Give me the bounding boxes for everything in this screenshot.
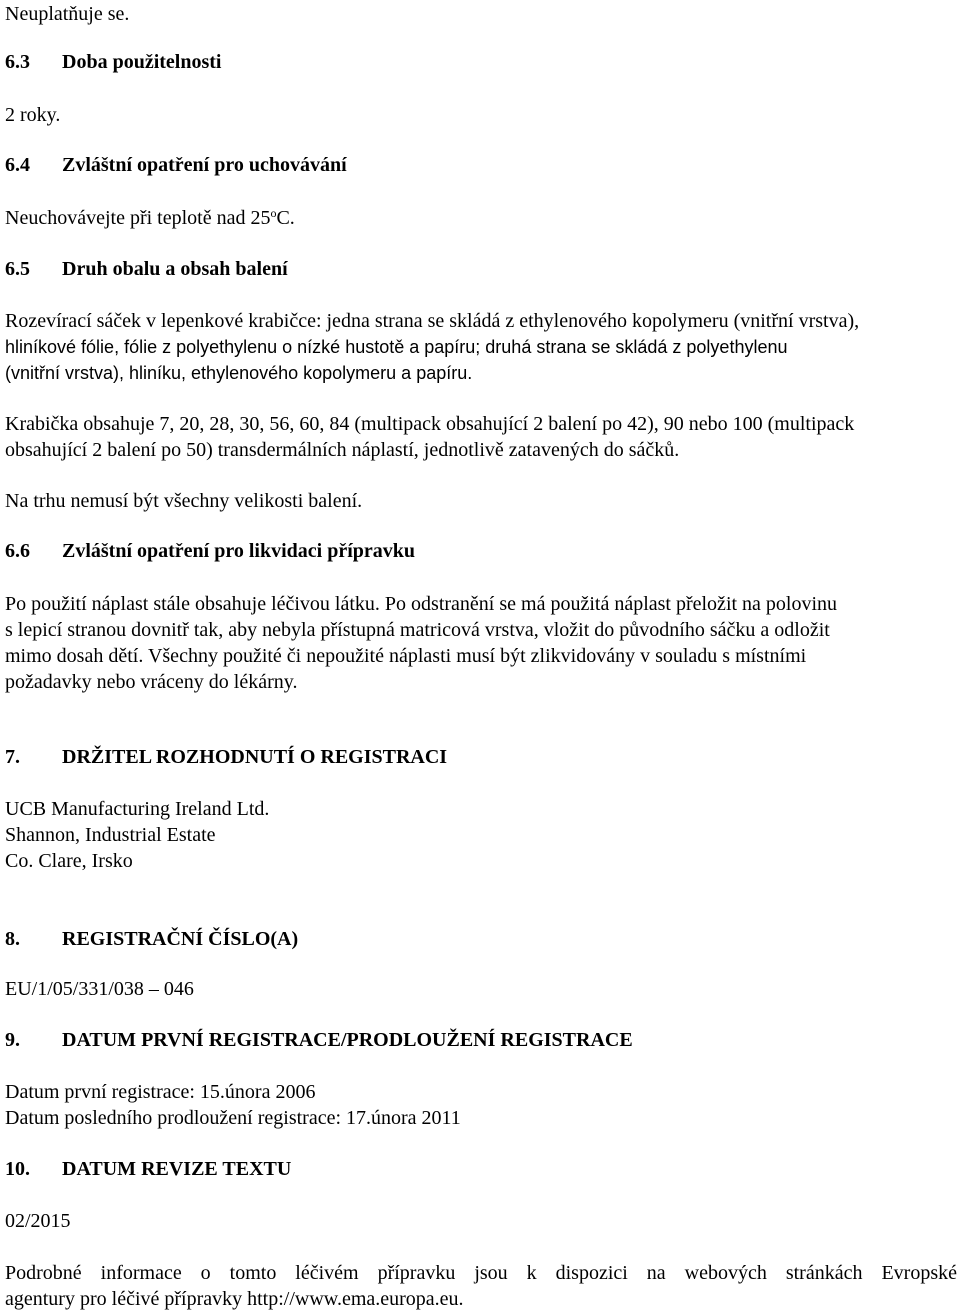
section-title: Zvláštní opatření pro uchovávání <box>62 154 347 176</box>
paragraph-line: mimo dosah dětí. Všechny použité či nepoužité náplasti musí být zlikvidovány v souladu s místními <box>5 645 807 667</box>
paragraph-line: s lepicí stranou dovnitř tak, aby nebyla přístupná matricová vrstva, vložit do původního sáčku a odložit <box>5 619 830 641</box>
shelf-life-text: 2 roky. <box>5 104 61 126</box>
paragraph-line: požadavky nebo vráceny do lékárny. <box>5 671 298 693</box>
section-9-heading <box>5 1028 633 1052</box>
section-number: 9. <box>5 1029 20 1051</box>
address-line: Shannon, Industrial Estate <box>5 824 216 846</box>
section-10-heading <box>5 1157 291 1181</box>
date-line: Datum první registrace: 15.února 2006 <box>5 1081 316 1103</box>
paragraph-line: (vnitřní vrstva), hliníku, ethylenového kopolymeru a papíru. <box>5 363 473 383</box>
section-title: Zvláštní opatření pro likvidaci přípravku <box>62 540 416 562</box>
paragraph-line: Rozevírací sáček v lepenkové krabičce: jedna strana se skládá z ethylenového kopolymeru (vnitřní vrstva), <box>5 310 860 332</box>
revision-date: 02/2015 <box>5 1210 71 1232</box>
section-number: 6.5 <box>5 258 30 280</box>
date-line: Datum posledního prodloužení registrace: 17.února 2011 <box>5 1107 461 1129</box>
footer-line: Podrobné informace o tomto léčivém přípravku jsou k dispozici na webových stránkách Evropské <box>5 1262 957 1284</box>
section-6-3-heading <box>5 50 221 74</box>
section-8-heading <box>5 927 298 951</box>
address-line: UCB Manufacturing Ireland Ltd. <box>5 798 270 820</box>
section-title: REGISTRAČNÍ ČÍSLO(A) <box>62 928 299 950</box>
section-number: 6.3 <box>5 51 30 73</box>
section-6-5-heading <box>5 257 288 281</box>
section-6-6-heading <box>5 539 415 563</box>
section-title: Doba použitelnosti <box>62 51 222 73</box>
section-number: 7. <box>5 746 20 768</box>
section-title: DATUM PRVNÍ REGISTRACE/PRODLOUŽENÍ REGISTRACE <box>62 1029 633 1051</box>
paragraph-line: Po použití náplast stále obsahuje léčivou látku. Po odstranění se má použitá náplast přeložit na polovinu <box>5 593 838 615</box>
paragraph-line: hliníkové fólie, fólie z polyethylenu o nízké hustotě a papíru; druhá strana se skládá z polyethylenu <box>5 337 788 357</box>
section-number: 6.4 <box>5 154 30 176</box>
section-title: DRŽITEL ROZHODNUTÍ O REGISTRACI <box>62 746 448 768</box>
section-title: Druh obalu a obsah balení <box>62 258 288 280</box>
paragraph-line: Krabička obsahuje 7, 20, 28, 30, 56, 60, 84 (multipack obsahující 2 balení po 42), 90 nebo 100 (multipack <box>5 413 855 435</box>
section-7-heading <box>5 745 447 769</box>
footer-line: agentury pro léčivé přípravky http://www.ema.europa.eu. <box>5 1288 464 1310</box>
section-title: DATUM REVIZE TEXTU <box>62 1158 292 1180</box>
storage-note: Neuplatňuje se. <box>5 3 130 25</box>
paragraph-line: obsahující 2 balení po 50) transdermálních náplastí, jednotlivě zatavených do sáčků. <box>5 439 680 461</box>
section-number: 10. <box>5 1158 30 1180</box>
registration-number: EU/1/05/331/038 – 046 <box>5 978 194 1000</box>
storage-text: Neuchovávejte při teplotě nad 25$^o$C. <box>5 206 295 229</box>
address-line: Co. Clare, Irsko <box>5 850 133 872</box>
section-6-4-heading <box>5 153 347 177</box>
section-number: 6.6 <box>5 540 30 562</box>
section-number: 8. <box>5 928 20 950</box>
pack-size-note: Na trhu nemusí být všechny velikosti balení. <box>5 490 363 512</box>
